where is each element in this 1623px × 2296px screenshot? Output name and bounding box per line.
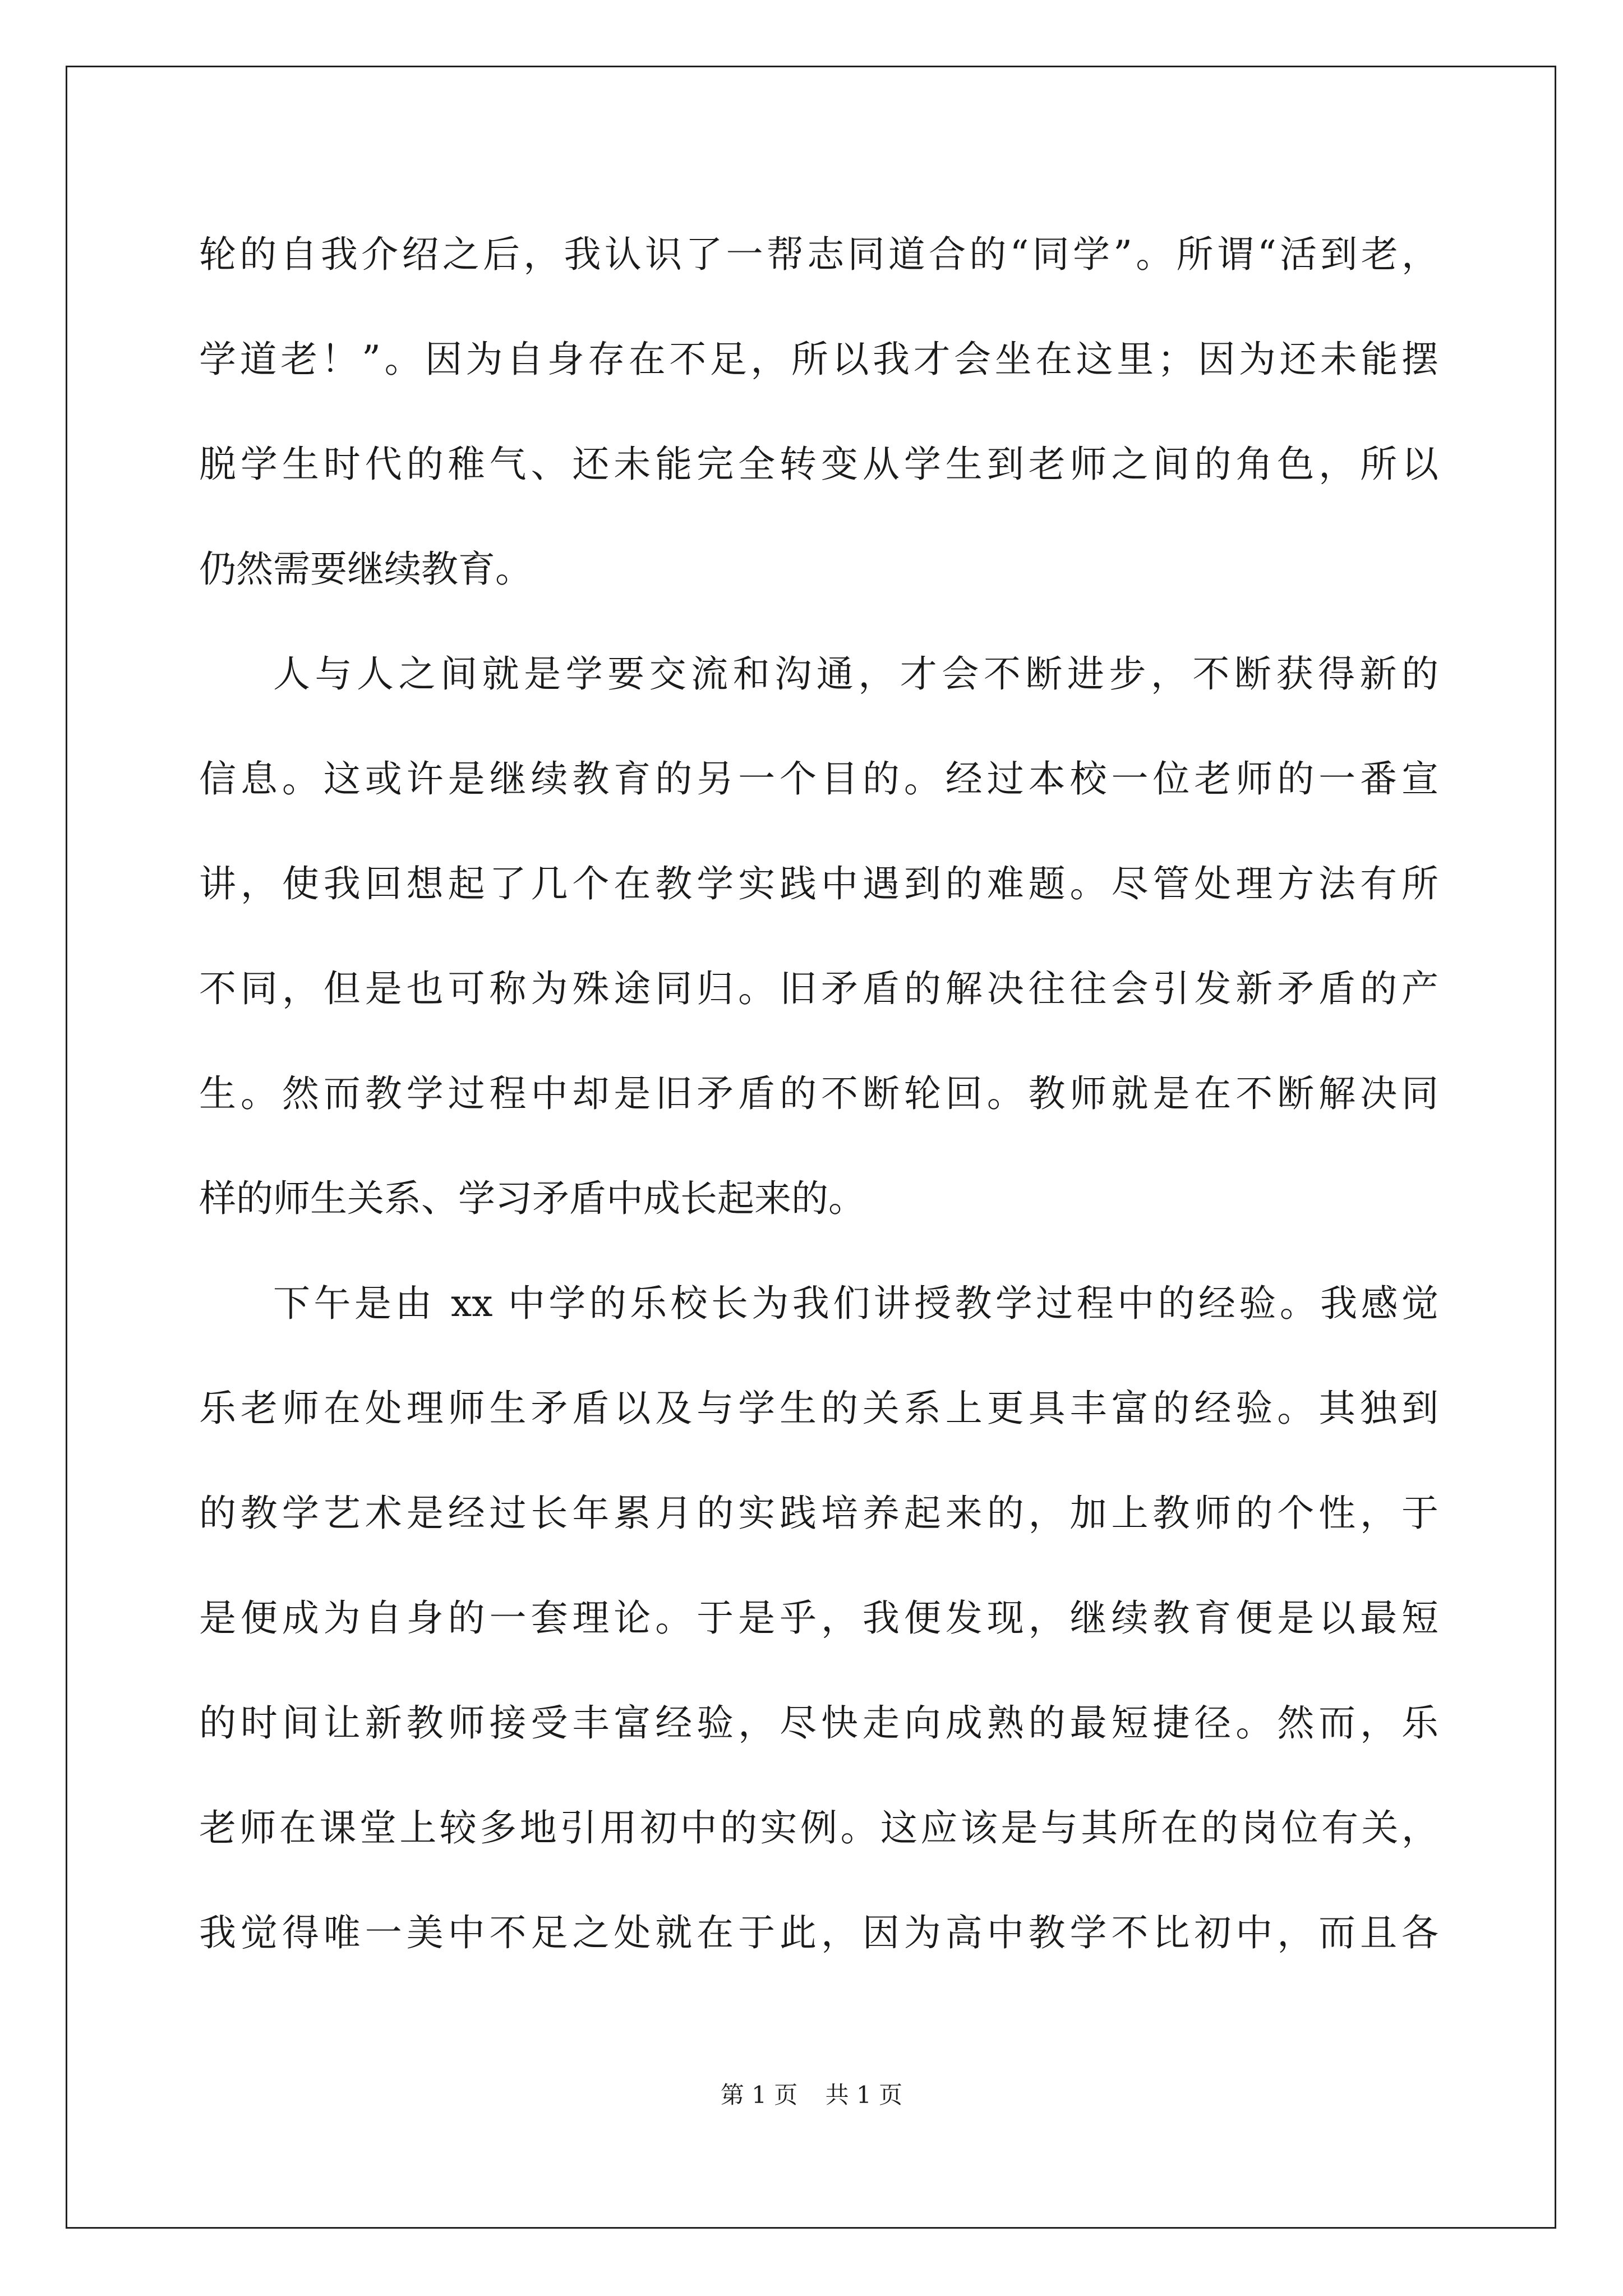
text-line: 学道老！”。因为自身存在不足，所以我才会坐在这里；因为还未能摆 [199, 338, 1438, 381]
text-line: 的时间让新教师接受丰富经验，尽快走向成熟的最短捷径。然而，乐 [199, 1701, 1438, 1745]
text-line: 我觉得唯一美中不足之处就在于此，因为高中教学不比初中，而且各 [199, 1911, 1438, 1954]
text-line: 轮的自我介绍之后，我认识了一帮志同道合的“同学”。所谓“活到老， [199, 233, 1438, 276]
text-line: 脱学生时代的稚气、还未能完全转变从学生到老师之间的角色，所以 [199, 443, 1438, 486]
text-line: 生。然而教学过程中却是旧矛盾的不断轮回。教师就是在不断解决同 [199, 1072, 1438, 1115]
text-line: 不同，但是也可称为殊途同归。旧矛盾的解决往往会引发新矛盾的产 [199, 967, 1438, 1010]
text-line: 信息。这或许是继续教育的另一个目的。经过本校一位老师的一番宣 [199, 757, 1438, 800]
text-line: 是便成为自身的一套理论。于是乎，我便发现，继续教育便是以最短 [199, 1596, 1438, 1640]
text-line: 老师在课堂上较多地引用初中的实例。这应该是与其所在的岗位有关， [199, 1806, 1438, 1849]
text-line: 的教学艺术是经过长年累月的实践培养起来的，加上教师的个性，于 [199, 1492, 1438, 1535]
text-line: 样的师生关系、学习矛盾中成长起来的。 [199, 1177, 865, 1220]
paragraph [199, 202, 1438, 622]
text-line: 讲，使我回想起了几个在教学实践中遇到的难题。尽管处理方法有所 [199, 862, 1438, 905]
paragraph [199, 1251, 1438, 1985]
page-footer [0, 2078, 1623, 2112]
paragraph [199, 622, 1438, 1251]
text-line: 下午是由 xx 中学的乐校长为我们讲授教学过程中的经验。我感觉 [273, 1282, 1438, 1325]
page-total: 共 1 页 [825, 2081, 903, 2109]
document-body [199, 202, 1438, 1985]
text-line: 乐老师在处理师生矛盾以及与学生的关系上更具丰富的经验。其独到 [199, 1387, 1438, 1430]
page-number: 第 1 页 [720, 2081, 798, 2109]
text-line: 人与人之间就是学要交流和沟通，才会不断进步，不断获得新的 [273, 652, 1438, 696]
text-line: 仍然需要继续教育。 [199, 547, 532, 591]
